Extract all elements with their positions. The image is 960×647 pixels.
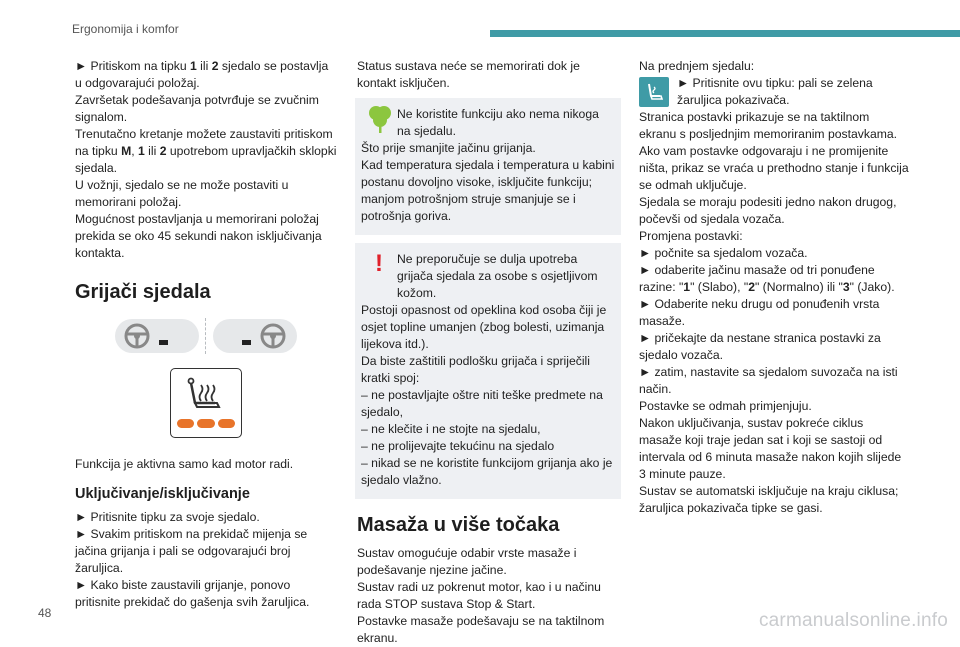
column-right <box>639 58 909 517</box>
massage-button-icon <box>639 77 669 107</box>
warning-list-item: – ne postavljajte oštre niti teške predmete na sjedalo, <box>361 388 603 419</box>
indicator-led-2 <box>197 419 214 428</box>
step-passenger: ► zatim, nastavite sa sjedalom suvozača na isti način. <box>639 365 898 396</box>
heading-massage: Masaža u više točaka <box>357 514 560 536</box>
settings-page-text: Stranica postavki prikazuje se na taktilnom ekranu s posljednjim memoriranim postavkama. <box>639 110 898 141</box>
eco-note <box>355 98 621 235</box>
step-intensity: ► odaberite jačinu masaže od tri ponuđene razine: "1" (Slabo), "2" (Normalno) ili "3" (Jako). <box>639 263 895 294</box>
left-seat-panel <box>115 319 199 353</box>
steering-wheel-left-icon <box>115 319 199 353</box>
steering-wheel-right-icon <box>213 319 297 353</box>
paragraph-driving: U vožnji, sjedalo se ne može postaviti u memorirani položaj. <box>75 178 289 209</box>
massage-cycle-text: Nakon uključivanja, sustav pokreće ciklus masaže koji traje jedan sat i koji se sastoji od intervala od 6 minuta masaže nakon kojih slijede 3 minute pauze. <box>639 416 902 481</box>
eco-note-first-text: Ne koristite funkciju ako nema nikoga na sjedalu. <box>397 107 599 138</box>
seat-heater-button-icon <box>170 368 242 438</box>
watermark: carmanualsonline.info <box>758 610 948 631</box>
massage-paragraph-3: Postavke masaže podešavaju se na taktilnom ekranu. <box>357 614 605 645</box>
paragraph-memory-press: ► Pritiskom na tipku 1 ili 2 sjedalo se postavlja u odgovarajući položaj. <box>75 59 329 90</box>
heading-seat-heaters: Grijači sjedala <box>75 281 211 303</box>
heated-seat-icon <box>171 369 241 415</box>
paragraph-timeout: Mogućnost postavljanja u memorirani položaj prekida se oko 45 sekundi nakon isključivanja kontakta. <box>75 212 322 260</box>
warning-list-item: – nikad se ne koristite funkcijom grijanja ako je sjedalo vlažno. <box>361 456 613 487</box>
eco-note-line-1: Što prije smanjite jačinu grijanja. <box>361 141 536 155</box>
front-seat-intro: Na prednjem sjedalu: <box>639 59 755 73</box>
step-each-press: ► Svakim pritiskom na prekidač mijenja se jačina grijanja i pali se odgovarajući broj žaruljica. <box>75 527 308 575</box>
warning-note-line-2: Da biste zaštitili podlošku grijača i spriječili kratki spoj: <box>361 354 590 385</box>
warning-note-line-1: Postoji opasnost od opeklina kod osoba čiji je osjet topline umanjen (zbog bolesti, uzimanja lijekova itd.). <box>361 303 607 351</box>
warning-list-item: – ne klečite i ne stojte na sjedalu, <box>361 422 541 436</box>
running-header: Ergonomija i komfor <box>72 22 179 36</box>
exclamation-warning-icon: ! <box>375 250 383 277</box>
paragraph-beep: Završetak podešavanja potvrđuje se zvučnim signalom. <box>75 93 319 124</box>
page-number: 48 <box>38 606 52 620</box>
eco-note-first <box>361 106 615 140</box>
massage-button-instruction <box>639 75 909 109</box>
massage-paragraph-2: Sustav radi uz pokrenut motor, kao i u načinu rada STOP sustava Stop & Start. <box>357 580 601 611</box>
eco-note-line-2: Kad temperatura sjedala i temperatura u kabini postanu dovoljno visoke, isključite funkciju; manjom potrošnjom struje smanjuje se i potrošnja goriva. <box>361 158 615 223</box>
settings-return-text: Ako vam postavke odgovaraju i ne promijenite ništa, prikaz se vraća u prethodno stanje i funkcija se odmah uključuje. <box>639 144 909 192</box>
settings-applied: Postavke se odmah primjenjuju. <box>639 399 812 413</box>
indicator-led-3 <box>218 419 235 428</box>
warning-list-item: – ne prolijevajte tekućinu na sjedalo <box>361 439 555 453</box>
warning-note-first <box>361 251 615 302</box>
massage-paragraph-1: Sustav omogućuje odabir vrste masaže i podešavanje njezine jačine. <box>357 546 577 577</box>
warning-note <box>355 243 621 499</box>
warning-note-first-text: Ne preporučuje se dulja upotreba grijača sjedala za osobe s osjetljivom kožom. <box>397 252 598 300</box>
step-press-button: ► Pritisnite tipku za svoje sjedalo. <box>75 510 260 524</box>
step-driver-seat: ► počnite sa sjedalom vozača. <box>639 246 808 260</box>
step-stop-heating: ► Kako biste zaustavili grijanje, ponovo pritisnite prekidač do gašenja svih žaruljica. <box>75 578 310 609</box>
step-wait: ► pričekajte da nestane stranica postavki za sjedalo vozača. <box>639 331 881 362</box>
massage-seat-icon <box>643 81 665 103</box>
step-massage-type: ► Odaberite neku drugu od ponuđenih vrsta masaže. <box>639 297 880 328</box>
press-button-text: ► Pritisnite ovu tipku: pali se zelena žaruljica pokazivača. <box>677 76 873 107</box>
header-accent-bar <box>490 30 960 37</box>
caption-engine-running: Funkcija je aktivna samo kad motor radi. <box>75 457 294 471</box>
right-seat-panel <box>213 319 297 353</box>
indicator-led-1 <box>177 419 194 428</box>
auto-off-text: Sustav se automatski isključuje na kraju ciklusa; žaruljica pokazivača tipke se gasi. <box>639 484 899 515</box>
paragraph-status: Status sustava neće se memorirati dok je kontakt isključen. <box>357 59 580 90</box>
figure-divider <box>205 318 207 354</box>
seat-heater-location-figure <box>75 318 337 354</box>
column-left <box>75 58 337 611</box>
seat-order-text: Sjedala se moraju podesiti jedno nakon drugog, počevši od sjedala vozača. <box>639 195 897 226</box>
column-middle <box>357 58 621 647</box>
subheading-on-off: Uključivanje/isključivanje <box>75 486 250 502</box>
eco-leaf-icon <box>367 104 393 134</box>
indicator-leds <box>177 419 235 428</box>
change-settings-label: Promjena postavki: <box>639 229 743 243</box>
paragraph-stop-movement: Trenutačno kretanje možete zaustaviti pritiskom na tipku M, 1 ili 2 upotrebom upravljačkih sklopki sjedala. <box>75 127 337 175</box>
